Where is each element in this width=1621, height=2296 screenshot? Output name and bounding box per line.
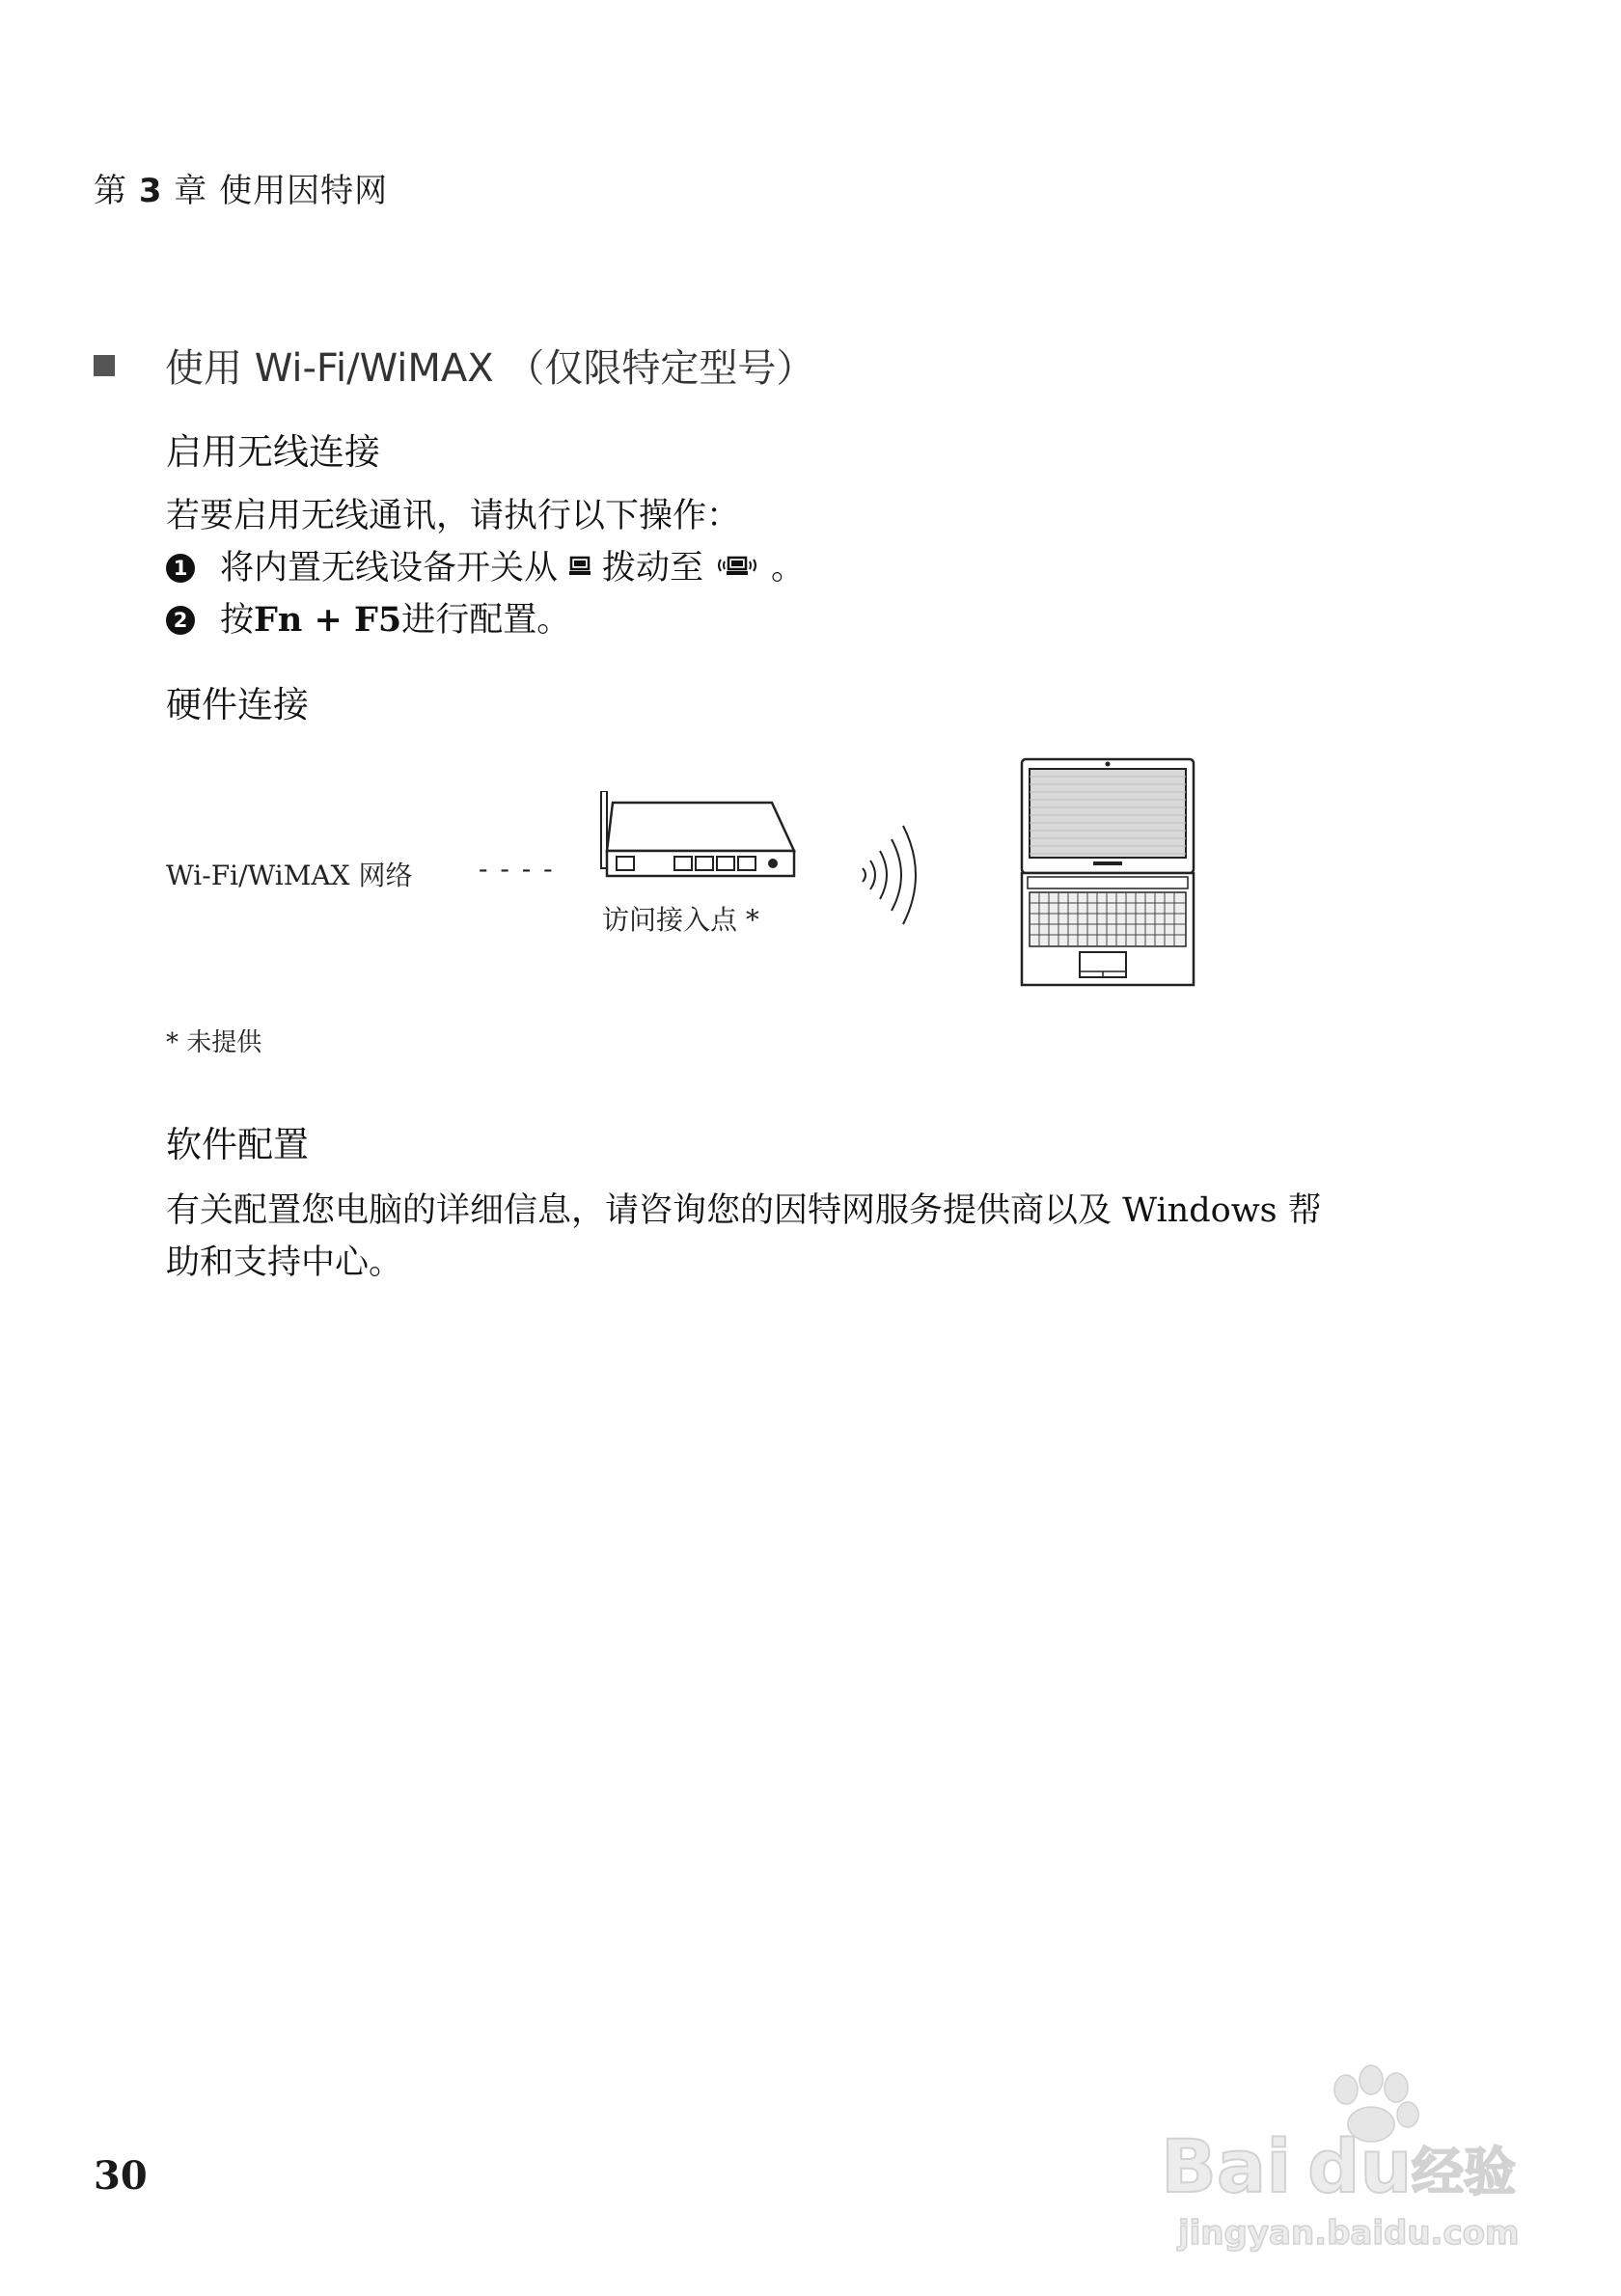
- svg-text:Bai: Bai: [1161, 2123, 1292, 2209]
- laptop-wireless-on-icon: [713, 542, 761, 594]
- step-1-text-middle: 拨动至: [602, 549, 704, 588]
- step-2-text-after: 进行配置。: [401, 601, 571, 640]
- section-bullet-icon: [94, 355, 115, 376]
- laptop-illustration: [1020, 757, 1195, 993]
- page-number: 30: [94, 2153, 148, 2199]
- step-number-2: 2: [166, 606, 195, 635]
- svg-text:du: du: [1307, 2123, 1413, 2209]
- chapter-prefix: 第: [94, 172, 127, 210]
- section-title-text: 使用 Wi-Fi/WiMAX （仅限特定型号）: [165, 346, 815, 391]
- chapter-number: 3: [138, 172, 163, 210]
- step-1-text-before: 将内置无线设备开关从: [220, 549, 559, 588]
- step-2: [166, 594, 570, 646]
- network-label: Wi-Fi/WiMAX 网络: [166, 860, 413, 891]
- access-point-label: 访问接入点 *: [602, 904, 759, 936]
- software-body: [166, 1185, 1497, 1289]
- router-illustration: [593, 791, 801, 901]
- hardware-heading: 硬件连接: [166, 684, 309, 725]
- chapter-title: 章 使用因特网: [174, 172, 389, 210]
- step-1-text-after: 。: [771, 549, 806, 588]
- step-2-shortcut: Fn + F5: [254, 600, 402, 640]
- baidu-jingyan-watermark: [1153, 2064, 1539, 2261]
- network-dashes: - - - -: [479, 853, 555, 885]
- svg-text:经验: 经验: [1412, 2142, 1516, 2202]
- section-title: [94, 338, 814, 393]
- hardware-footnote: * 未提供: [166, 1028, 262, 1057]
- step-number-1: 1: [166, 554, 195, 583]
- software-body-line1: 有关配置您电脑的详细信息，请咨询您的因特网服务提供商以及 Windows 帮: [166, 1191, 1322, 1230]
- enable-wireless-intro: 若要启用无线通讯，请执行以下操作：: [166, 497, 741, 535]
- laptop-off-icon: [567, 542, 592, 594]
- enable-wireless-heading: 启用无线连接: [166, 431, 380, 473]
- step-1: [166, 542, 805, 594]
- software-heading: 软件配置: [166, 1124, 309, 1165]
- step-2-text-before: 按: [220, 601, 255, 640]
- chapter-header: [94, 164, 388, 211]
- wireless-signal-icon: [859, 822, 926, 932]
- svg-text:jingyan.baidu.com: jingyan.baidu.com: [1178, 2214, 1520, 2253]
- software-body-line2: 助和支持中心。: [166, 1244, 403, 1282]
